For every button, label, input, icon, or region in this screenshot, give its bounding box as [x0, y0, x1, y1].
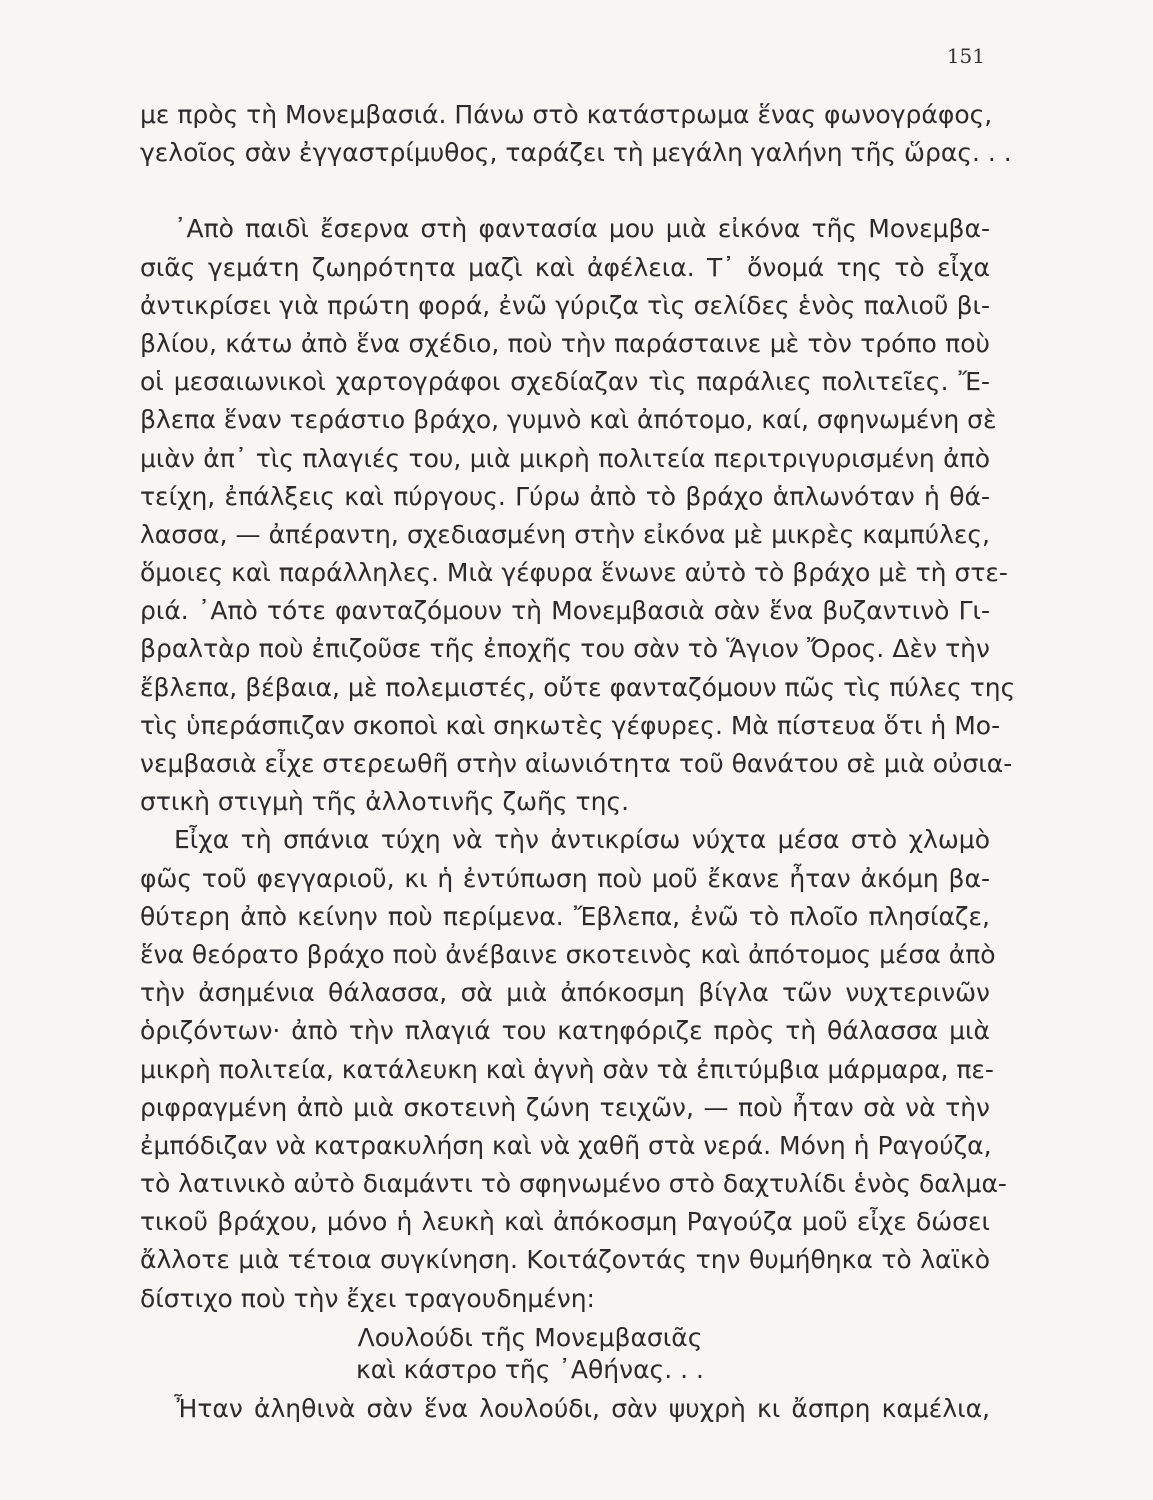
text-line: ἕνα θεόρατο βράχο ποὺ ἀνέβαινε σκοτεινὸς καὶ ἀπότομος μέσα ἀπὸ	[140, 939, 996, 969]
text-line: οἱ μεσαιωνικοὶ χαρτογράφοι σχεδίαζαν τὶς παράλιες πολιτεῖες. Ἔ-	[140, 367, 990, 397]
text-line: ἄλλοτε μιὰ τέτοια συγκίνηση. Κοιτάζοντάς την θυμήθηκα τὸ λαϊκὸ	[140, 1245, 990, 1275]
text-line: τὶς ὑπεράσπιζαν σκοποὶ καὶ σηκωτὲς γέφυρες. Μὰ πίστευα ὅτι ἡ Μο-	[140, 710, 1001, 740]
text-line: ριφραγμένη ἀπὸ μιὰ σκοτεινὴ ζώνη τειχῶν, — ποὺ ἦταν σὰ νὰ τὴν	[140, 1092, 990, 1122]
text-line: ριά. ᾿Απὸ τότε φανταζόμουν τὴ Μονεμβασιὰ σὰν ἕνα βυζαντινὸ Γι-	[140, 596, 990, 626]
text-line: με πρὸς τὴ Μονεμβασιά. Πάνω στὸ κατάστρωμα ἕνας φωνογράφος,	[140, 100, 993, 129]
text-line: στικὴ στιγμὴ τῆς ἀλλοτινῆς ζωῆς της.	[140, 787, 630, 817]
text-line: σιᾶς γεμάτη ζωηρότητα μαζὶ καὶ ἀφέλεια. Τ᾿ ὄνομά της τὸ εἶχα	[140, 252, 990, 282]
text-line: μιὰν ἀπ᾿ τὶς πλαγιές του, μιὰ μικρὴ πολιτεία περιτριγυρισμένη ἀπὸ	[140, 443, 990, 473]
text-line: γελοῖος σὰν ἐγγαστρίμυθος, ταράζει τὴ μεγάλη γαλήνη τῆς ὥρας. . .	[140, 138, 1012, 168]
text-line: φῶς τοῦ φεγγαριοῦ, κι ἡ ἐντύπωση ποὺ μοῦ ἔκανε ἦταν ἀκόμη βα-	[140, 863, 990, 893]
text-line: ᾿Απὸ παιδὶ ἔσερνα στὴ φαντασία μου μιὰ εἰκόνα τῆς Μονεμβα-	[174, 214, 990, 244]
text-line: ἔβλεπα, βέβαια, μὲ πολεμιστές, οὔτε φανταζόμουν πῶς τὶς πύλες της	[140, 672, 1016, 702]
text-line: τικοῦ βράχου, μόνο ἡ λευκὴ καὶ ἀπόκοσμη Ραγούζα μοῦ εἶχε δώσει	[140, 1207, 990, 1237]
text-line: δίστιχο ποὺ τὴν ἔχει τραγουδημένη:	[140, 1283, 595, 1313]
text-line: ὁριζόντων· ἀπὸ τὴν πλαγιά του κατηφόριζε πρὸς τὴ θάλασσα μιὰ	[140, 1016, 990, 1046]
text-line: βραλτὰρ ποὺ ἐπιζοῦσε τῆς ἐποχῆς του σὰν τὸ Ἅγιον Ὄρος. Δὲν τὴν	[140, 634, 990, 664]
text-line: θύτερη ἀπὸ κείνην ποὺ περίμενα. Ἔβλεπα, ἐνῶ τὸ πλοῖο πλησίαζε,	[140, 901, 990, 931]
text-line: Ἦταν ἀληθινὰ σὰν ἕνα λουλούδι, σὰν ψυχρὴ κι ἄσπρη καμέλια,	[174, 1393, 990, 1423]
body-text	[140, 96, 1016, 1428]
text-line: βλεπα ἕναν τεράστιο βράχο, γυμνὸ καὶ ἀπότομο, καί, σφηνωμένη σὲ	[140, 405, 997, 435]
text-line: Εἶχα τὴ σπάνια τύχη νὰ τὴν ἀντικρίσω νύχτα μέσα στὸ χλωμὸ	[174, 825, 990, 855]
text-line: μικρὴ πολιτεία, κατάλευκη καὶ ἁγνὴ σὰν τὰ ἐπιτύμβια μάρμαρα, πε-	[140, 1054, 994, 1084]
text-line: βλίου, κάτω ἀπὸ ἕνα σχέδιο, ποὺ τὴν παράσταινε μὲ τὸν τρόπο ποὺ	[140, 328, 990, 358]
text-line: νεμβασιὰ εἶχε στερεωθῆ στὴν αἰωνιότητα τοῦ θανάτου σὲ μιὰ οὐσια-	[140, 749, 1013, 778]
text-line: ἐμπόδιζαν νὰ κατρακυλήση καὶ νὰ χαθῆ στὰ νερά. Μόνη ἡ Ραγούζα,	[140, 1130, 992, 1160]
verse-line: Λουλούδι τῆς Μονεμβασιᾶς	[357, 1322, 703, 1352]
text-line: τείχη, ἐπάλξεις καὶ πύργους. Γύρω ἀπὸ τὸ βράχο ἁπλωνόταν ἡ θά-	[140, 481, 990, 511]
text-line: τὸ λατινικὸ αὐτὸ διαμάντι τὸ σφηνωμένο στὸ δαχτυλίδι ἑνὸς δαλμα-	[140, 1169, 1007, 1199]
verse-line: καὶ κάστρο τῆς ᾿Αθήνας. . .	[356, 1354, 704, 1384]
page-number: 151	[946, 44, 985, 68]
text-line: ὅμοιες καὶ παράλληλες. Μιὰ γέφυρα ἕνωνε αὐτὸ τὸ βράχο μὲ τὴ στε-	[140, 558, 1008, 588]
text-line: ἀντικρίσει γιὰ πρώτη φορά, ἐνῶ γύριζα τὶς σελίδες ἑνὸς παλιοῦ βι-	[140, 290, 990, 320]
paragraph-gap	[140, 172, 990, 210]
text-line: λασσα, — ἀπέραντη, σχεδιασμένη στὴν εἰκόνα μὲ μικρὲς καμπύλες,	[140, 519, 990, 549]
text-line: τὴν ἀσημένια θάλασσα, σὰ μιὰ ἀπόκοσμη βίγλα τῶν νυχτερινῶν	[140, 978, 990, 1008]
